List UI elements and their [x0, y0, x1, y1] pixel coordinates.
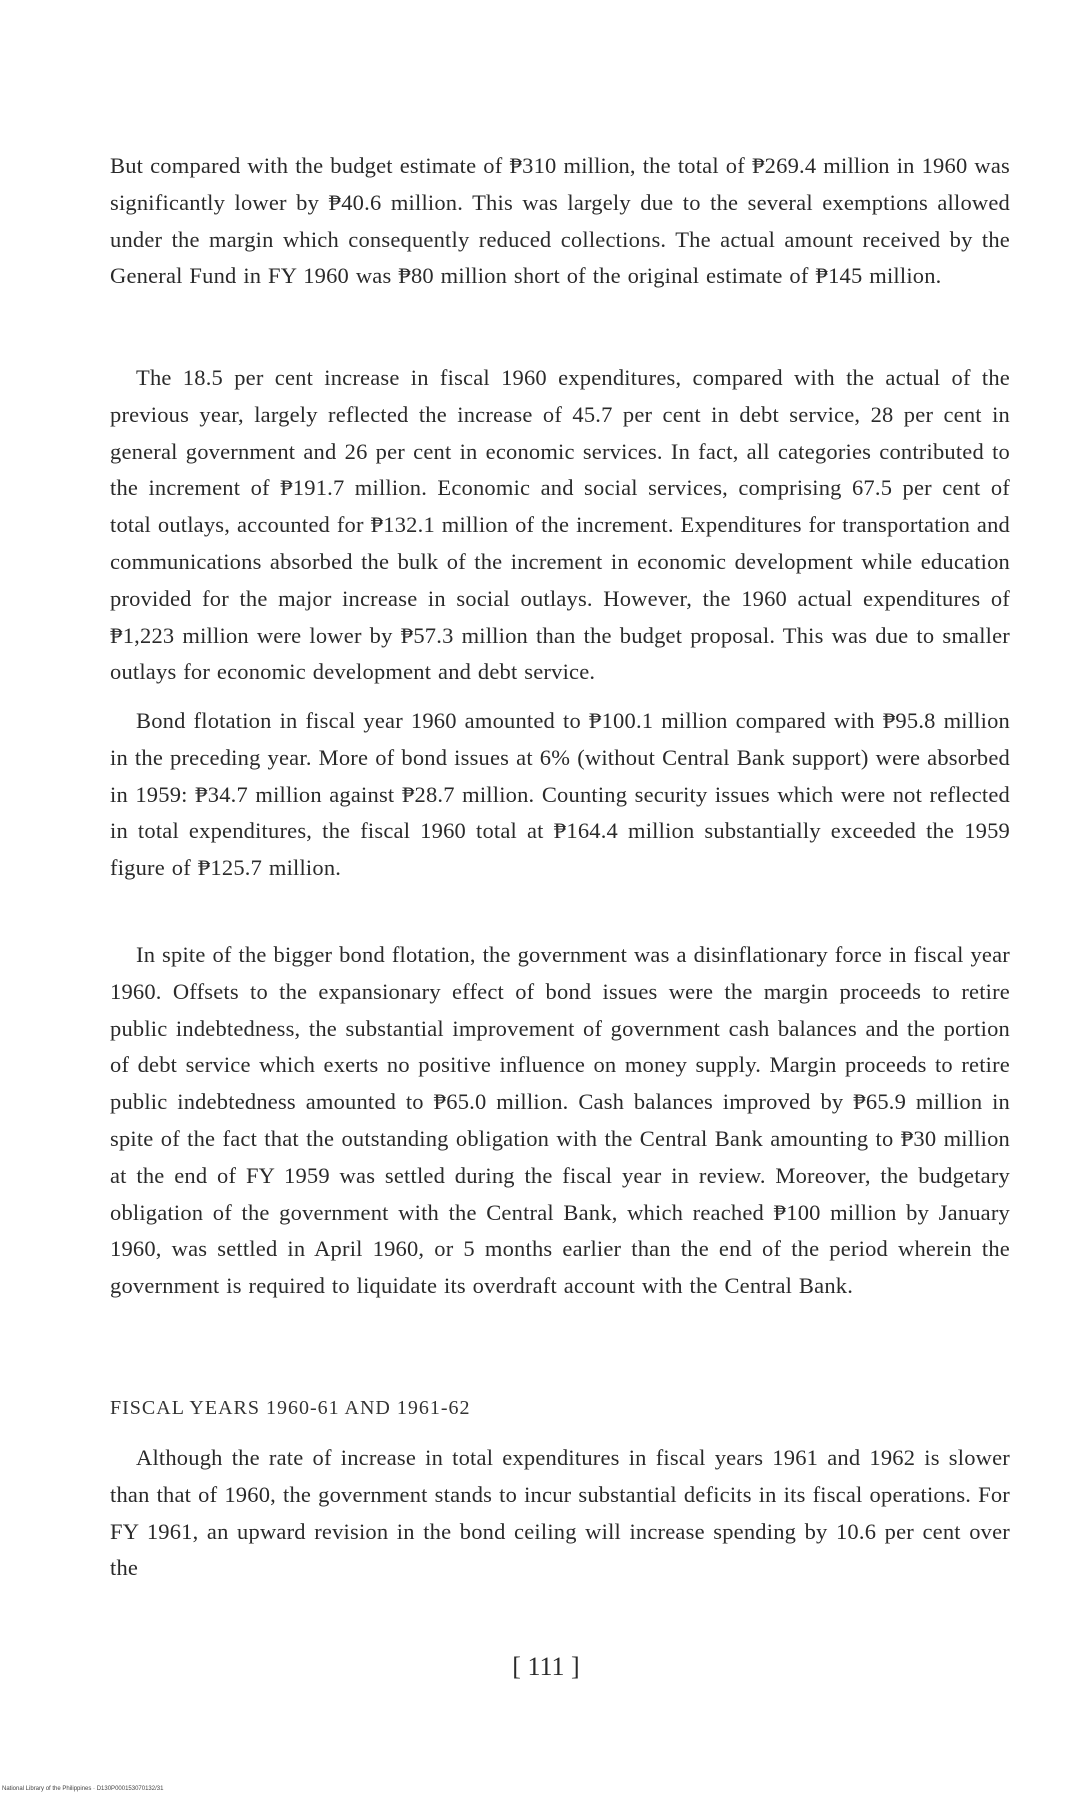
- paragraph-text: The 18.5 per cent increase in fiscal 1960 expenditures, compared with the actual of the previous year, largely reflected the increase of 45.7 per cent in debt service, 28 per cent in general government and 26 per cent in economic services. In fact, all categories contributed to the increment of ₱191.7 million. Economic and social services, comprising 67.5 per cent of total outlays, accounted for ₱132.1 million of the increment. Expenditures for transportation and communications absorbed the bulk of the increment in economic development while education provided for the major increase in social outlays. However, the 1960 actual expenditures of ₱1,223 million were lower by ₱57.3 million than the budget proposal. This was due to smaller outlays for economic development and debt service.: [110, 365, 1010, 685]
- page-number: [ 111 ]: [512, 1652, 580, 1681]
- paragraph-expenditures-increase: [110, 360, 1010, 691]
- section-heading: FISCAL YEARS 1960-61 AND 1961-62: [110, 1397, 471, 1419]
- footer-credit: National Library of the Philippines · D130P000153070132/31: [2, 1786, 164, 1792]
- paragraph-bond-flotation: [110, 703, 1010, 887]
- paragraph-disinflationary-force: [110, 937, 1010, 1305]
- paragraph-fiscal-1961-1962: [110, 1440, 1010, 1587]
- paragraph-text: In spite of the bigger bond flotation, the government was a disinflationary force in fiscal year 1960. Offsets to the expansionary effect of bond issues were the margin proceeds to retire public indebtedness, the substantial improvement of government cash balances and the portion of debt service which exerts no positive influence on money supply. Margin proceeds to retire public indebtedness amounted to ₱65.0 million. Cash balances improved by ₱65.9 million in spite of the fact that the outstanding obligation with the Central Bank amounting to ₱30 million at the end of FY 1959 was settled during the fiscal year in review. Moreover, the budgetary obligation of the government with the Central Bank, which reached ₱100 million by January 1960, was settled in April 1960, or 5 months earlier than the end of the period wherein the government is required to liquidate its overdraft account with the Central Bank.: [110, 942, 1010, 1299]
- paragraph-text: But compared with the budget estimate of ₱310 million, the total of ₱269.4 million in 1960 was significantly lower by ₱40.6 million. This was largely due to the several exemptions allowed under the margin which consequently reduced collections. The actual amount received by the General Fund in FY 1960 was ₱80 million short of the original estimate of ₱145 million.: [110, 153, 1010, 289]
- paragraph-text: Bond flotation in fiscal year 1960 amounted to ₱100.1 million compared with ₱95.8 million in the preceding year. More of bond issues at 6% (without Central Bank support) were absorbed in 1959: ₱34.7 million against ₱28.7 million. Counting security issues which were not reflected in total expenditures, the fiscal 1960 total at ₱164.4 million substantially exceeded the 1959 figure of ₱125.7 million.: [110, 708, 1010, 881]
- paragraph-bond-margin-collections: [110, 148, 1010, 295]
- paragraph-text: Although the rate of increase in total expenditures in fiscal years 1961 and 1962 is slower than that of 1960, the government stands to incur substantial deficits in its fiscal operations. For FY 1961, an upward revision in the bond ceiling will increase spending by 10.6 per cent over the: [110, 1445, 1010, 1581]
